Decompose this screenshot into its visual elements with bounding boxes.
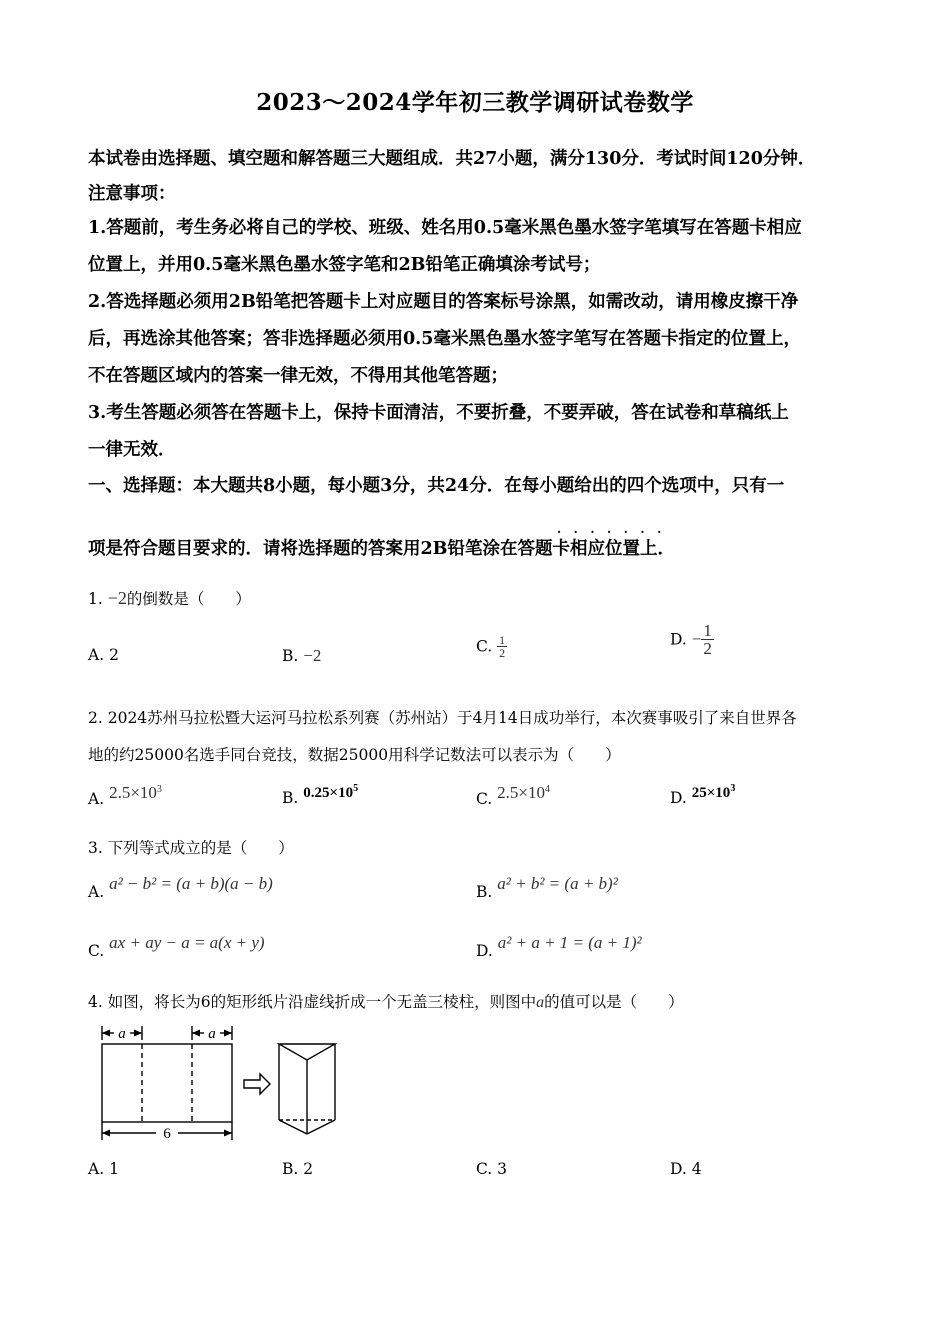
question-3-stem: 3. 下列等式成立的是（ ） bbox=[88, 839, 294, 857]
q1-expression: −2 bbox=[107, 588, 127, 608]
q4-option-a[interactable] bbox=[88, 1160, 119, 1178]
option-exponent: 4 bbox=[545, 783, 551, 795]
q3-option-b[interactable] bbox=[476, 874, 618, 901]
q1-option-d[interactable] bbox=[670, 622, 714, 657]
q1-option-c[interactable] bbox=[476, 634, 507, 659]
option-value: 1 bbox=[109, 1160, 119, 1178]
q2-option-a[interactable] bbox=[88, 783, 162, 808]
q4-option-b[interactable] bbox=[282, 1160, 313, 1178]
notice-line: 1.答题前，考生务必将自己的学校、班级、姓名用0.5毫米黑色墨水签字笔填写在答题卡相应 bbox=[88, 218, 802, 238]
option-value: −2 bbox=[303, 646, 322, 665]
prism-edge bbox=[307, 1120, 335, 1134]
option-base: 25×10 bbox=[691, 785, 731, 801]
q3-option-c[interactable] bbox=[88, 933, 265, 960]
q1-option-a[interactable] bbox=[88, 646, 119, 664]
page-title: 2023～2024学年初三教学调研试卷数学 bbox=[256, 89, 694, 116]
option-label: A. bbox=[88, 1160, 105, 1178]
fraction-denominator: 2 bbox=[703, 639, 712, 658]
transform-arrow bbox=[244, 1074, 270, 1094]
notice-line: 后，再选涂其他答案；答非选择题必须用0.5毫米黑色墨水签字笔写在答题卡指定的位置上， bbox=[88, 329, 801, 349]
notice-heading: 注意事项： bbox=[88, 184, 176, 204]
q4-stem-text: 的值可以是（ ） bbox=[544, 993, 684, 1011]
option-label: A. bbox=[88, 790, 105, 808]
q1-option-b[interactable] bbox=[282, 646, 321, 666]
section-heading-line2: 项是符合题目要求的．请将选择题的答案用2B铅笔涂在答题卡相应位置上． bbox=[88, 539, 675, 559]
q2-option-d[interactable] bbox=[670, 783, 735, 807]
option-value: 2 bbox=[303, 1160, 314, 1178]
notice-line: 2.答选择题必须用2B铅笔把答题卡上对应题目的答案标号涂黑，如需改动，请用橡皮擦干净 bbox=[88, 292, 799, 312]
prism-top bbox=[279, 1044, 335, 1060]
notice-line: 位置上，并用0.5毫米黑色墨水签字笔和2B铅笔正确填涂考试号； bbox=[88, 255, 601, 275]
exam-intro: 本试卷由选择题、填空题和解答题三大题组成．共27小题，满分130分．考试时间120分钟． bbox=[88, 149, 816, 169]
option-label: B. bbox=[282, 1160, 299, 1178]
q2-option-c[interactable] bbox=[476, 783, 550, 808]
option-label: B. bbox=[282, 647, 299, 665]
option-expression: a² − b² = (a + b)(a − b) bbox=[109, 874, 273, 893]
option-label: A. bbox=[88, 646, 105, 664]
question-1-stem bbox=[88, 587, 251, 609]
question-4-stem bbox=[88, 990, 684, 1012]
option-expression: a² + b² = (a + b)² bbox=[497, 874, 618, 893]
q4-stem-text: 4. 如图，将长为6的矩形纸片沿虚线折成一个无盖三棱柱，则图中 bbox=[88, 993, 537, 1011]
arrowhead bbox=[102, 1030, 110, 1037]
fraction-one-half bbox=[701, 622, 714, 657]
option-label: D. bbox=[670, 630, 687, 649]
fraction-denominator: 2 bbox=[499, 646, 506, 660]
dim-label-a: a bbox=[208, 1026, 216, 1042]
option-value: 4 bbox=[691, 1160, 702, 1178]
q1-text: 的倒数是（ ） bbox=[126, 590, 251, 608]
q4-variable: a bbox=[536, 994, 545, 1011]
dim-label-6: 6 bbox=[163, 1126, 171, 1142]
question-2-stem-line1: 2. 2024苏州马拉松暨大运河马拉松系列赛（苏州站）于4月14日成功举行，本次赛事吸引了来自世界各 bbox=[88, 709, 797, 727]
option-base: 2.5×10 bbox=[497, 783, 546, 802]
q2-option-b[interactable] bbox=[282, 783, 358, 807]
option-label: B. bbox=[476, 883, 493, 901]
arrowhead bbox=[224, 1030, 232, 1037]
arrowhead bbox=[224, 1130, 232, 1137]
fraction-numerator: 1 bbox=[703, 621, 712, 640]
q4-option-c[interactable] bbox=[476, 1160, 507, 1178]
prism-edge bbox=[279, 1120, 307, 1134]
dim-label-a: a bbox=[118, 1026, 126, 1042]
option-exponent: 3 bbox=[156, 783, 162, 795]
option-label: D. bbox=[670, 789, 687, 807]
emphasis-dot-marks: ······· bbox=[557, 525, 674, 539]
question-number: 1. bbox=[88, 590, 103, 608]
option-label: B. bbox=[282, 789, 299, 807]
arrowhead bbox=[134, 1030, 142, 1037]
option-label: C. bbox=[476, 637, 493, 656]
q3-option-a[interactable] bbox=[88, 874, 273, 901]
option-base: 0.25×10 bbox=[303, 785, 354, 801]
notice-line: 一律无效． bbox=[88, 440, 176, 460]
option-expression: a² + a + 1 = (a + 1)² bbox=[497, 933, 642, 952]
fraction-one-half bbox=[497, 634, 507, 659]
q4-option-d[interactable] bbox=[670, 1160, 702, 1178]
notice-line: 不在答题区域内的答案一律无效，不得用其他笔答题； bbox=[88, 366, 508, 386]
option-exponent: 3 bbox=[730, 782, 736, 794]
option-label: A. bbox=[88, 883, 105, 901]
fraction-numerator: 1 bbox=[499, 633, 506, 647]
notice-line: 3.考生答题必须答在答题卡上，保持卡面清洁，不要折叠，不要弄破，答在试卷和草稿纸上 bbox=[88, 403, 789, 423]
option-expression: ax + ay − a = a(x + y) bbox=[109, 933, 265, 952]
arrowhead bbox=[192, 1030, 200, 1037]
option-label: C. bbox=[476, 1160, 493, 1178]
option-label: C. bbox=[88, 942, 105, 960]
option-value: 2 bbox=[109, 646, 119, 664]
section-heading-line1: 一、选择题：本大题共8小题，每小题3分，共24分．在每小题给出的四个选项中，只有一 bbox=[88, 476, 785, 496]
option-base: 2.5×10 bbox=[109, 783, 157, 802]
paper-rectangle bbox=[102, 1044, 232, 1122]
folding-figure bbox=[96, 1022, 366, 1147]
q3-option-d[interactable] bbox=[476, 933, 642, 960]
option-exponent: 5 bbox=[353, 782, 359, 794]
arrowhead bbox=[102, 1130, 110, 1137]
option-label: D. bbox=[476, 942, 493, 960]
option-value: 3 bbox=[497, 1160, 508, 1178]
option-label: D. bbox=[670, 1160, 687, 1178]
option-label: C. bbox=[476, 790, 493, 808]
option-sign: − bbox=[691, 629, 702, 649]
question-2-stem-line2: 地的约25000名选手同台竞技，数据25000用科学记数法可以表示为（ ） bbox=[88, 746, 621, 764]
